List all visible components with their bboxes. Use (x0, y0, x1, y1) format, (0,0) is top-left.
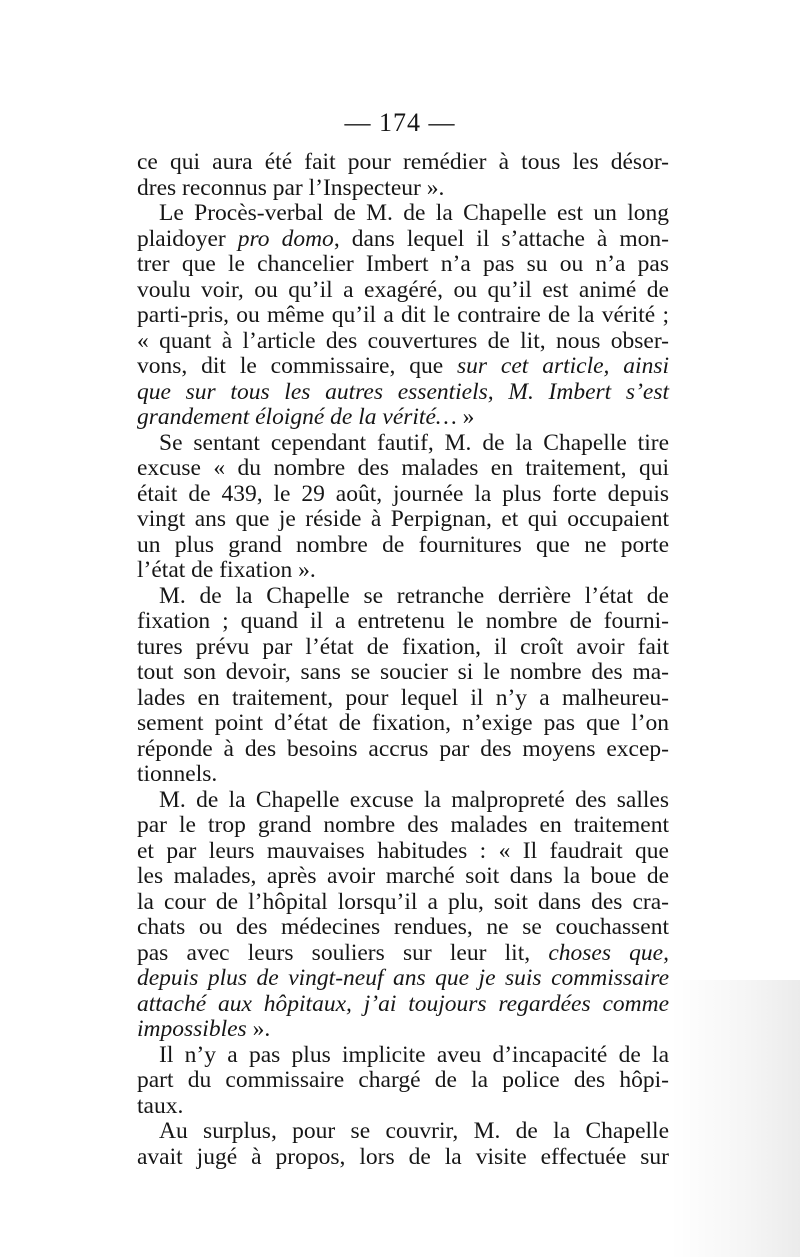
text-line: M. de la Chapelle se retranche derrière l’état de (159, 582, 669, 609)
text-line: trer que le chancelier Imbert n’a pas su ou n’a pas (137, 251, 669, 277)
text-span: pas avec leurs souliers sur leur lit, (137, 939, 549, 966)
text-span: ». (246, 1016, 271, 1042)
text-line (137, 405, 669, 431)
text-line: dres reconnus par l’Inspecteur ». (137, 174, 445, 201)
text-span: vons, dit le commissaire, que (137, 353, 458, 379)
text-line: « quant à l’article des couvertures de lit, nous obser- (137, 327, 669, 354)
text-line: était de 439, le 29 août, journée la plus forte depuis (137, 480, 669, 507)
text-line: taux. (137, 1092, 184, 1119)
text-line: sement point d’état de fixation, n’exige pas que l’on (137, 710, 669, 736)
text-line: Se sentant cependant fautif, M. de la Chapelle tire (159, 429, 669, 456)
italic-text: attaché aux hôpitaux, j’ai toujours regardées comme (137, 990, 669, 1017)
text-line: excuse « du nombre des malades en traitement, qui (137, 455, 669, 481)
text-line (137, 380, 669, 406)
italic-text: choses que, (548, 939, 669, 966)
page-edge-shadow (670, 980, 800, 1257)
text-line (137, 354, 669, 380)
text-line: la cour de l’hôpital lorsqu’il a plu, soit dans des cra- (137, 888, 669, 915)
text-line: vingt ans que je réside à Perpignan, et qui occupaient (137, 506, 669, 532)
text-line: Le Procès-verbal de M. de la Chapelle est un long (159, 200, 669, 226)
text-line: et par leurs mauvaises habitudes : « Il faudrait que (137, 837, 669, 864)
text-line: ce qui aura été fait pour remédier à tous les désor- (137, 149, 669, 175)
body-text (137, 150, 669, 1170)
text-line: Il n’y a pas plus implicite aveu d’incapacité de la (159, 1041, 669, 1068)
italic-text: sur cet article, ainsi (457, 353, 669, 379)
text-line: l’état de fixation ». (137, 557, 316, 583)
text-line (137, 227, 669, 253)
text-line: chats ou des médecines rendues, ne se couchassent (137, 914, 669, 940)
text-line (137, 966, 669, 992)
text-line: Au surplus, pour se couvrir, M. de la Chapelle (159, 1118, 669, 1144)
text-span: plaidoyer (137, 225, 238, 252)
italic-text: grandement éloigné de la vérité… (137, 404, 457, 430)
text-line (137, 1017, 669, 1043)
page-number: — 174 — (344, 108, 456, 137)
italic-text: impossibles (137, 1016, 247, 1042)
text-line: par le trop grand nombre des malades en traitement (137, 812, 669, 838)
text-span: » (456, 404, 475, 430)
text-line (137, 941, 669, 967)
text-line: fixation ; quand il a entretenu le nombre de fourni- (137, 608, 669, 634)
text-line (137, 992, 669, 1018)
italic-text: que sur tous les autres essentiels, M. Imbert s’est (137, 378, 669, 405)
text-line: tionnels. (137, 761, 218, 787)
text-line: tout son devoir, sans se soucier si le nombre des ma- (137, 659, 669, 685)
text-line: M. de la Chapelle excuse la malpropreté des salles (159, 786, 669, 813)
text-line: les malades, après avoir marché soit dans la boue de (137, 863, 669, 889)
italic-text: depuis plus de vingt-neuf ans que je suis commissaire (137, 965, 669, 991)
italic-text: pro domo (237, 225, 334, 252)
text-line: part du commissaire chargé de la police des hôpi- (137, 1067, 669, 1093)
text-line: parti-pris, ou même qu’il a dit le contraire de la vérité ; (137, 302, 669, 328)
text-line: un plus grand nombre de fournitures que ne porte (137, 531, 669, 558)
text-line: lades en traitement, pour lequel il n’y a malheureu- (137, 684, 669, 711)
text-line: réponde à des besoins accrus par des moyens excep- (137, 735, 669, 762)
text-line: avait jugé à propos, lors de la visite effectuée sur (137, 1143, 669, 1170)
text-line: voulu voir, ou qu’il a exagéré, ou qu’il est animé de (137, 276, 669, 303)
text-span: , dans lequel il s’attache à mon- (333, 225, 669, 252)
text-line: tures prévu par l’état de fixation, il croît avoir fait (137, 633, 669, 660)
